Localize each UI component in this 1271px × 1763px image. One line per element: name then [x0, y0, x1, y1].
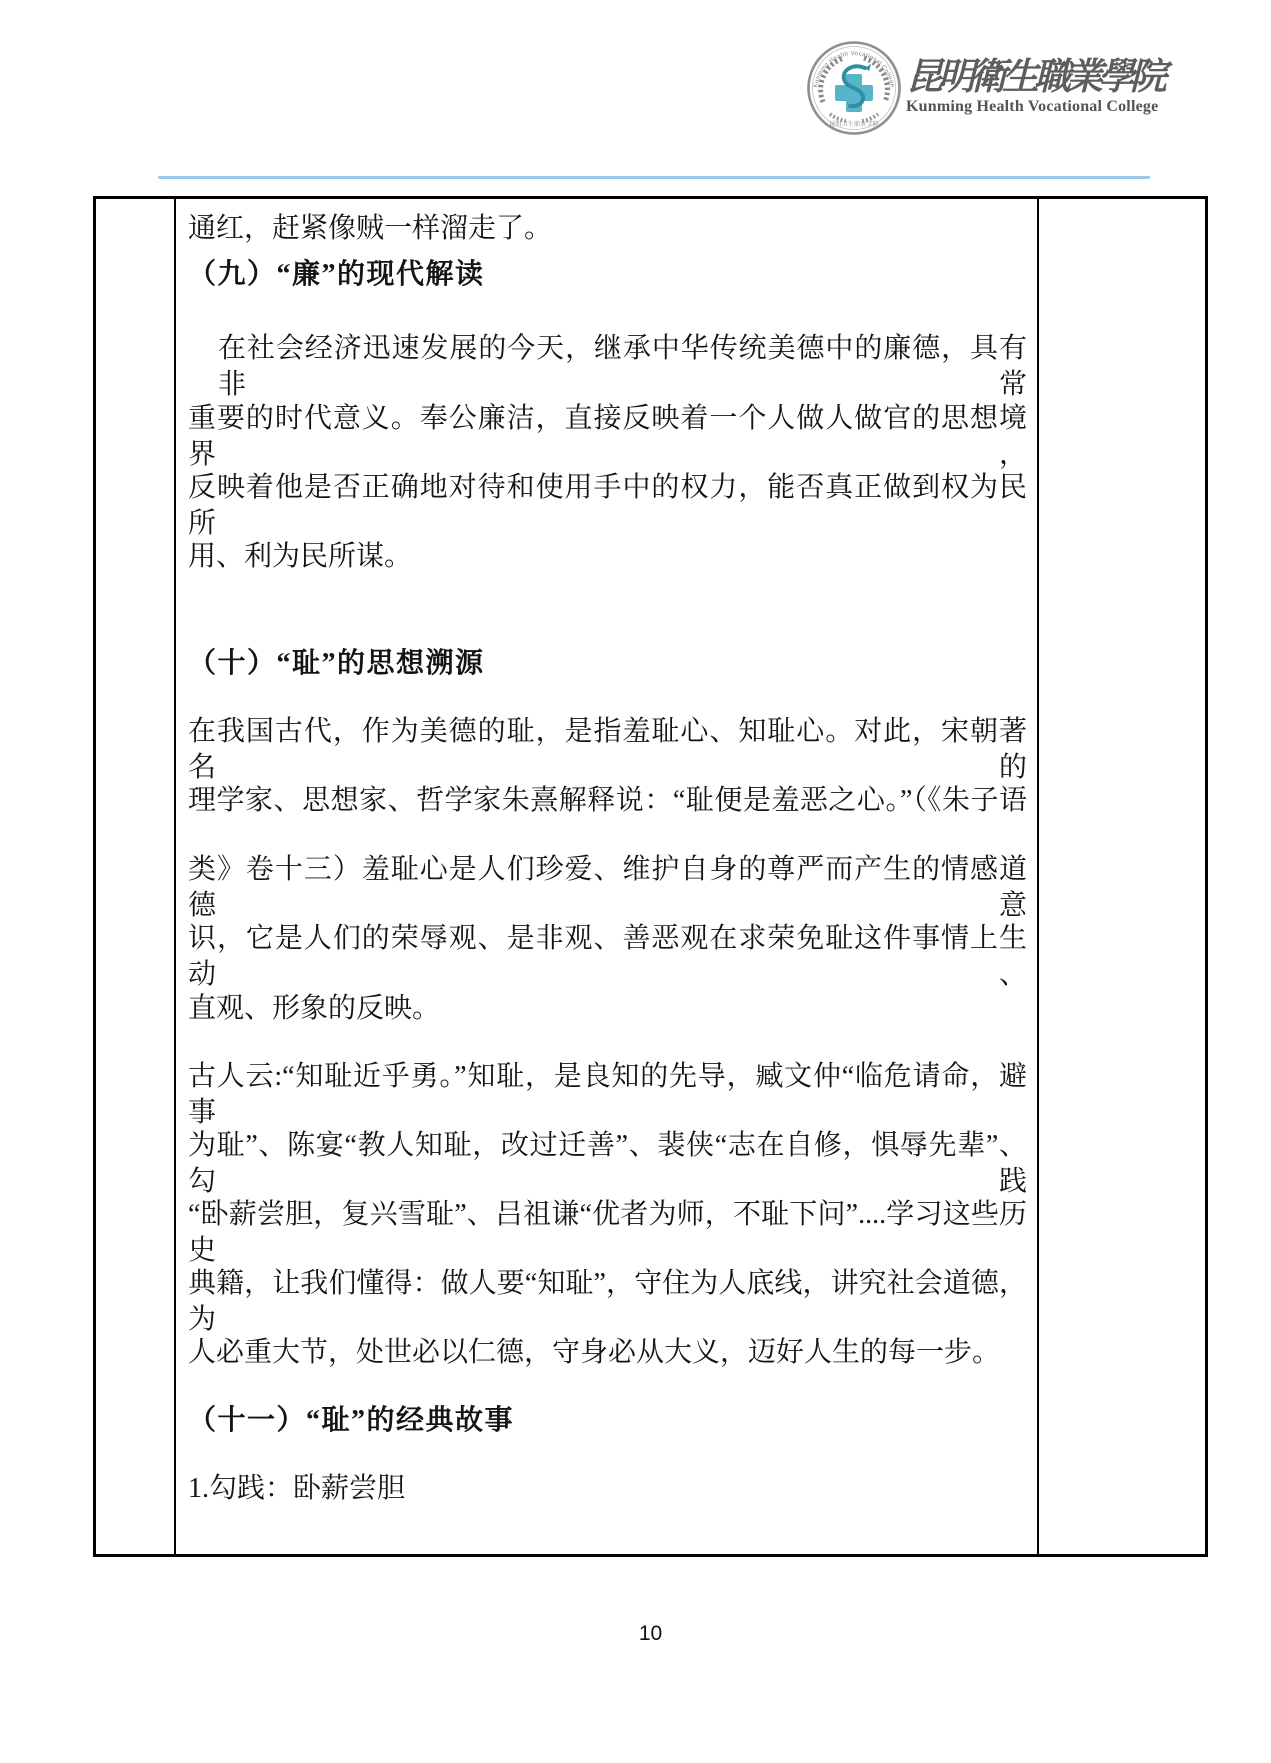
text-line: 通红，赶紧像贼一样溜走了。	[188, 213, 553, 244]
college-seal-logo	[806, 40, 902, 136]
text-line: 1.勾践：卧薪尝胆	[188, 1473, 406, 1504]
page-number: 10	[638, 1622, 663, 1645]
text-line: 典籍，让我们懂得：做人要“知耻”，守住为人底线，讲究社会道德，为	[188, 1268, 1027, 1335]
lesson-plan-table	[93, 196, 1208, 1557]
text-line: 在我国古代，作为美德的耻，是指羞耻心、知耻心。对此，宋朝著名的	[188, 716, 1027, 783]
text-line: 重要的时代意义。奉公廉洁，直接反映着一个人做人做官的思想境界，	[188, 403, 1027, 470]
text-line: 反映着他是否正确地对待和使用手中的权力，能否真正做到权为民所	[188, 472, 1027, 539]
table-left-empty-cell	[96, 199, 176, 1554]
text-line: 直观、形象的反映。	[188, 993, 441, 1024]
seal-bottom-text: 昆明卫生职业学院	[829, 121, 879, 128]
table-right-empty-cell	[1039, 199, 1205, 1554]
college-name-english: Kunming Health Vocational College	[906, 98, 1159, 115]
text-line: 古人云:“知耻近乎勇。”知耻，是良知的先导，臧文仲“临危请命，避事	[188, 1061, 1027, 1128]
text-line: 在社会经济迅速发展的今天，继承中华传统美德中的廉德，具有非常	[218, 333, 1027, 400]
text-line: “卧薪尝胆，复兴雪耻”、吕祖谦“优者为师，不耻下问”....学习这些历史	[188, 1199, 1027, 1266]
college-seal-icon	[806, 40, 902, 136]
text-line: 人必重大节，处世必以仁德，守身必从大义，迈好人生的每一步。	[188, 1337, 1001, 1368]
section-heading-10: （十）“耻”的思想溯源	[188, 648, 485, 679]
text-line: 用、利为民所谋。	[188, 541, 413, 572]
section-heading-9: （九）“廉”的现代解读	[188, 259, 485, 290]
text-line: 类》卷十三）羞耻心是人们珍爱、维护自身的尊严而产生的情感道德意	[188, 854, 1027, 921]
text-line: 理学家、思想家、哲学家朱熹解释说：“耻便是羞恶之心。”（《朱子语	[188, 785, 1027, 816]
header-divider-rule	[158, 176, 1150, 179]
college-name-calligraphy: 昆明衛生職業學院	[906, 57, 1162, 98]
section-heading-11: （十一）“耻”的经典故事	[188, 1405, 515, 1436]
text-line: 识，它是人们的荣辱观、是非观、善恶观在求荣免耻这件事情上生动、	[188, 923, 1027, 990]
seal-arc-text: Kunming Health Vocational College	[813, 50, 895, 89]
table-content-cell	[176, 199, 1039, 1554]
text-line: 为耻”、陈宴“教人知耻，改过迁善”、裴侠“志在自修，惧辱先辈”、勾践	[188, 1130, 1027, 1197]
